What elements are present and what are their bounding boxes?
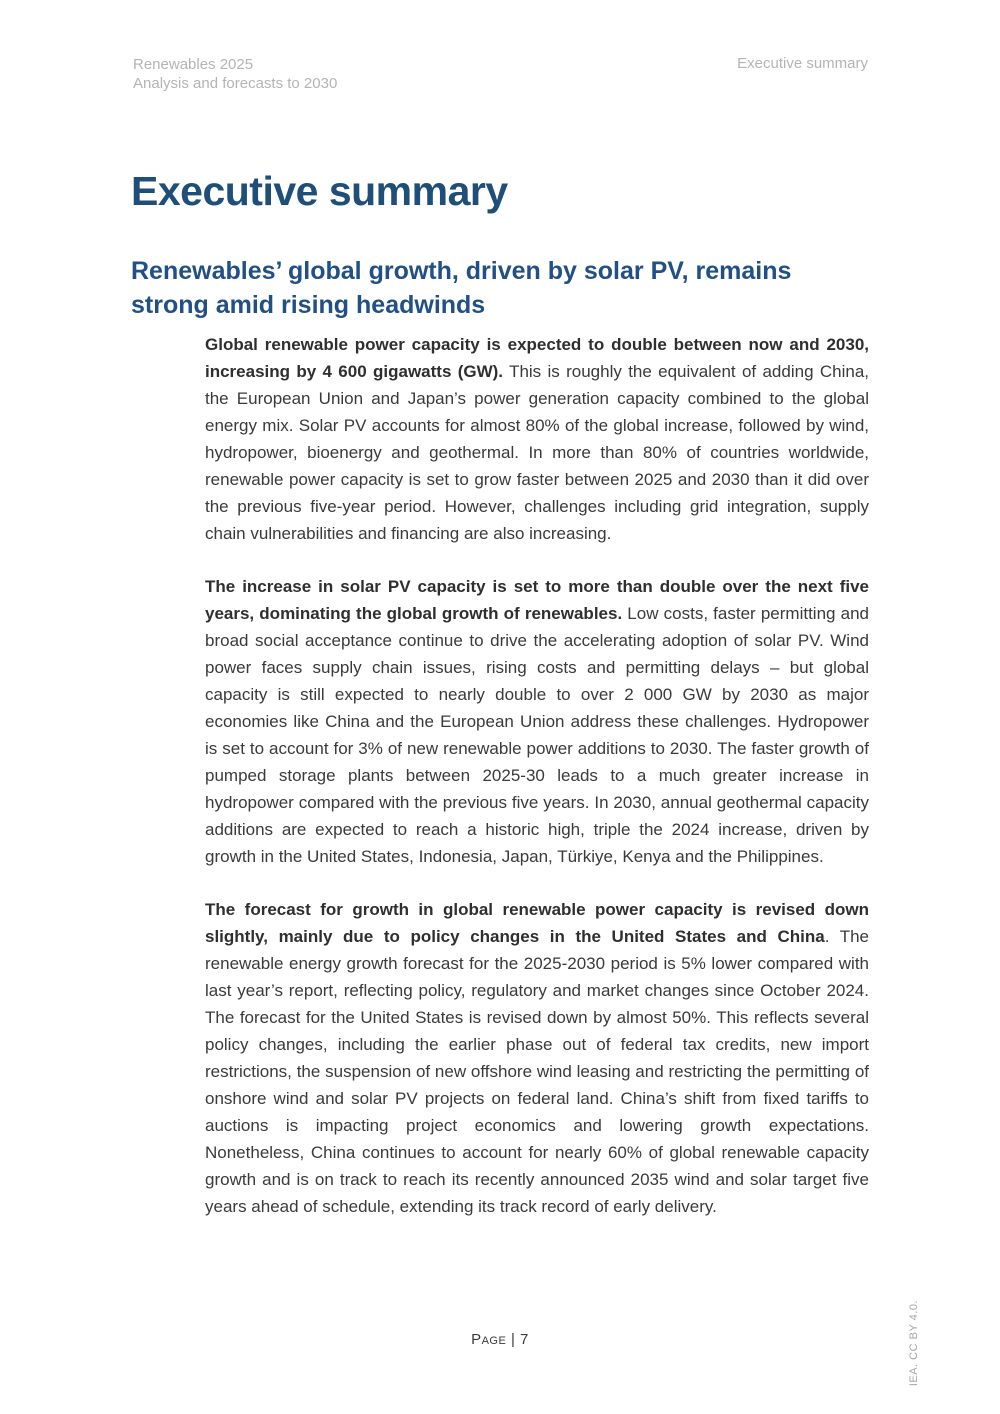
paragraph-3-lead: The forecast for growth in global renewable power capacity is revised down slightly, mainly due to policy changes in the United States and China <box>205 900 869 946</box>
section-heading: Renewables’ global growth, driven by solar PV, remains strong amid rising headwinds <box>131 257 792 319</box>
page-number: Page | 7 <box>471 1331 529 1348</box>
paragraph-1 <box>205 331 869 547</box>
chapter-label: Executive summary <box>737 55 868 72</box>
report-title: Renewables 2025 <box>133 56 254 73</box>
paragraph-2-body: Low costs, faster permitting and broad social acceptance continue to drive the accelerating adoption of solar PV. Wind power faces supply chain issues, rising costs and permitting delays – but global capacity is still expected to nearly double to over 2 000 GW by 2030 as major economies like China and the European Union address these challenges. Hydropower is set to account for 3% of new renewable power additions to 2030. The faster growth of pumped storage plants between 2025-30 leads to a much greater increase in hydropower compared with the previous five years. In 2030, annual geothermal capacity additions are expected to reach a historic high, triple the 2024 increase, driven by growth in the United States, Indonesia, Japan, Türkiye, Kenya and the Philippines. <box>205 604 869 866</box>
page-title: Executive summary <box>131 168 508 214</box>
paragraph-2-lead: The increase in solar PV capacity is set to more than double over the next five years, dominating the global growth of renewables. <box>205 577 869 623</box>
running-header-left <box>133 55 337 93</box>
paragraph-3 <box>205 896 869 1220</box>
paragraph-3-body: . The renewable energy growth forecast for the 2025-2030 period is 5% lower compared with last year’s report, reflecting policy, regulatory and market changes since October 2024. The forecast for the United States is revised down by almost 50%. This reflects several policy changes, including the earlier phase out of federal tax credits, new import restrictions, the suspension of new offshore wind leasing and restricting the permitting of onshore wind and solar PV projects on federal land. China’s shift from fixed tariffs to auctions is impacting project economics and lowering growth expectations. Nonetheless, China continues to account for nearly 60% of global renewable capacity growth and is on track to reach its recently announced 2035 wind and solar target five years ahead of schedule, extending its track record of early delivery. <box>205 927 870 1216</box>
running-header-right <box>737 55 868 72</box>
paragraph-2 <box>205 573 869 870</box>
paragraph-1-body: This is roughly the equivalent of adding China, the European Union and Japan’s power generation capacity combined to the global energy mix. Solar PV accounts for almost 80% of the global increase, followed by wind, hydropower, bioenergy and geothermal. In more than 80% of countries worldwide, renewable power capacity is set to grow faster between 2025 and 2030 than it did over the previous five-year period. However, challenges including grid integration, supply chain vulnerabilities and financing are also increasing. <box>205 362 869 543</box>
licence-note: IEA. CC BY 4.0. <box>908 1300 920 1387</box>
body-text-block <box>205 331 869 1220</box>
paragraph-1-lead: Global renewable power capacity is expected to double between now and 2030, increasing by 4 600 gigawatts (GW). <box>205 335 869 381</box>
report-subtitle: Analysis and forecasts to 2030 <box>133 75 338 92</box>
